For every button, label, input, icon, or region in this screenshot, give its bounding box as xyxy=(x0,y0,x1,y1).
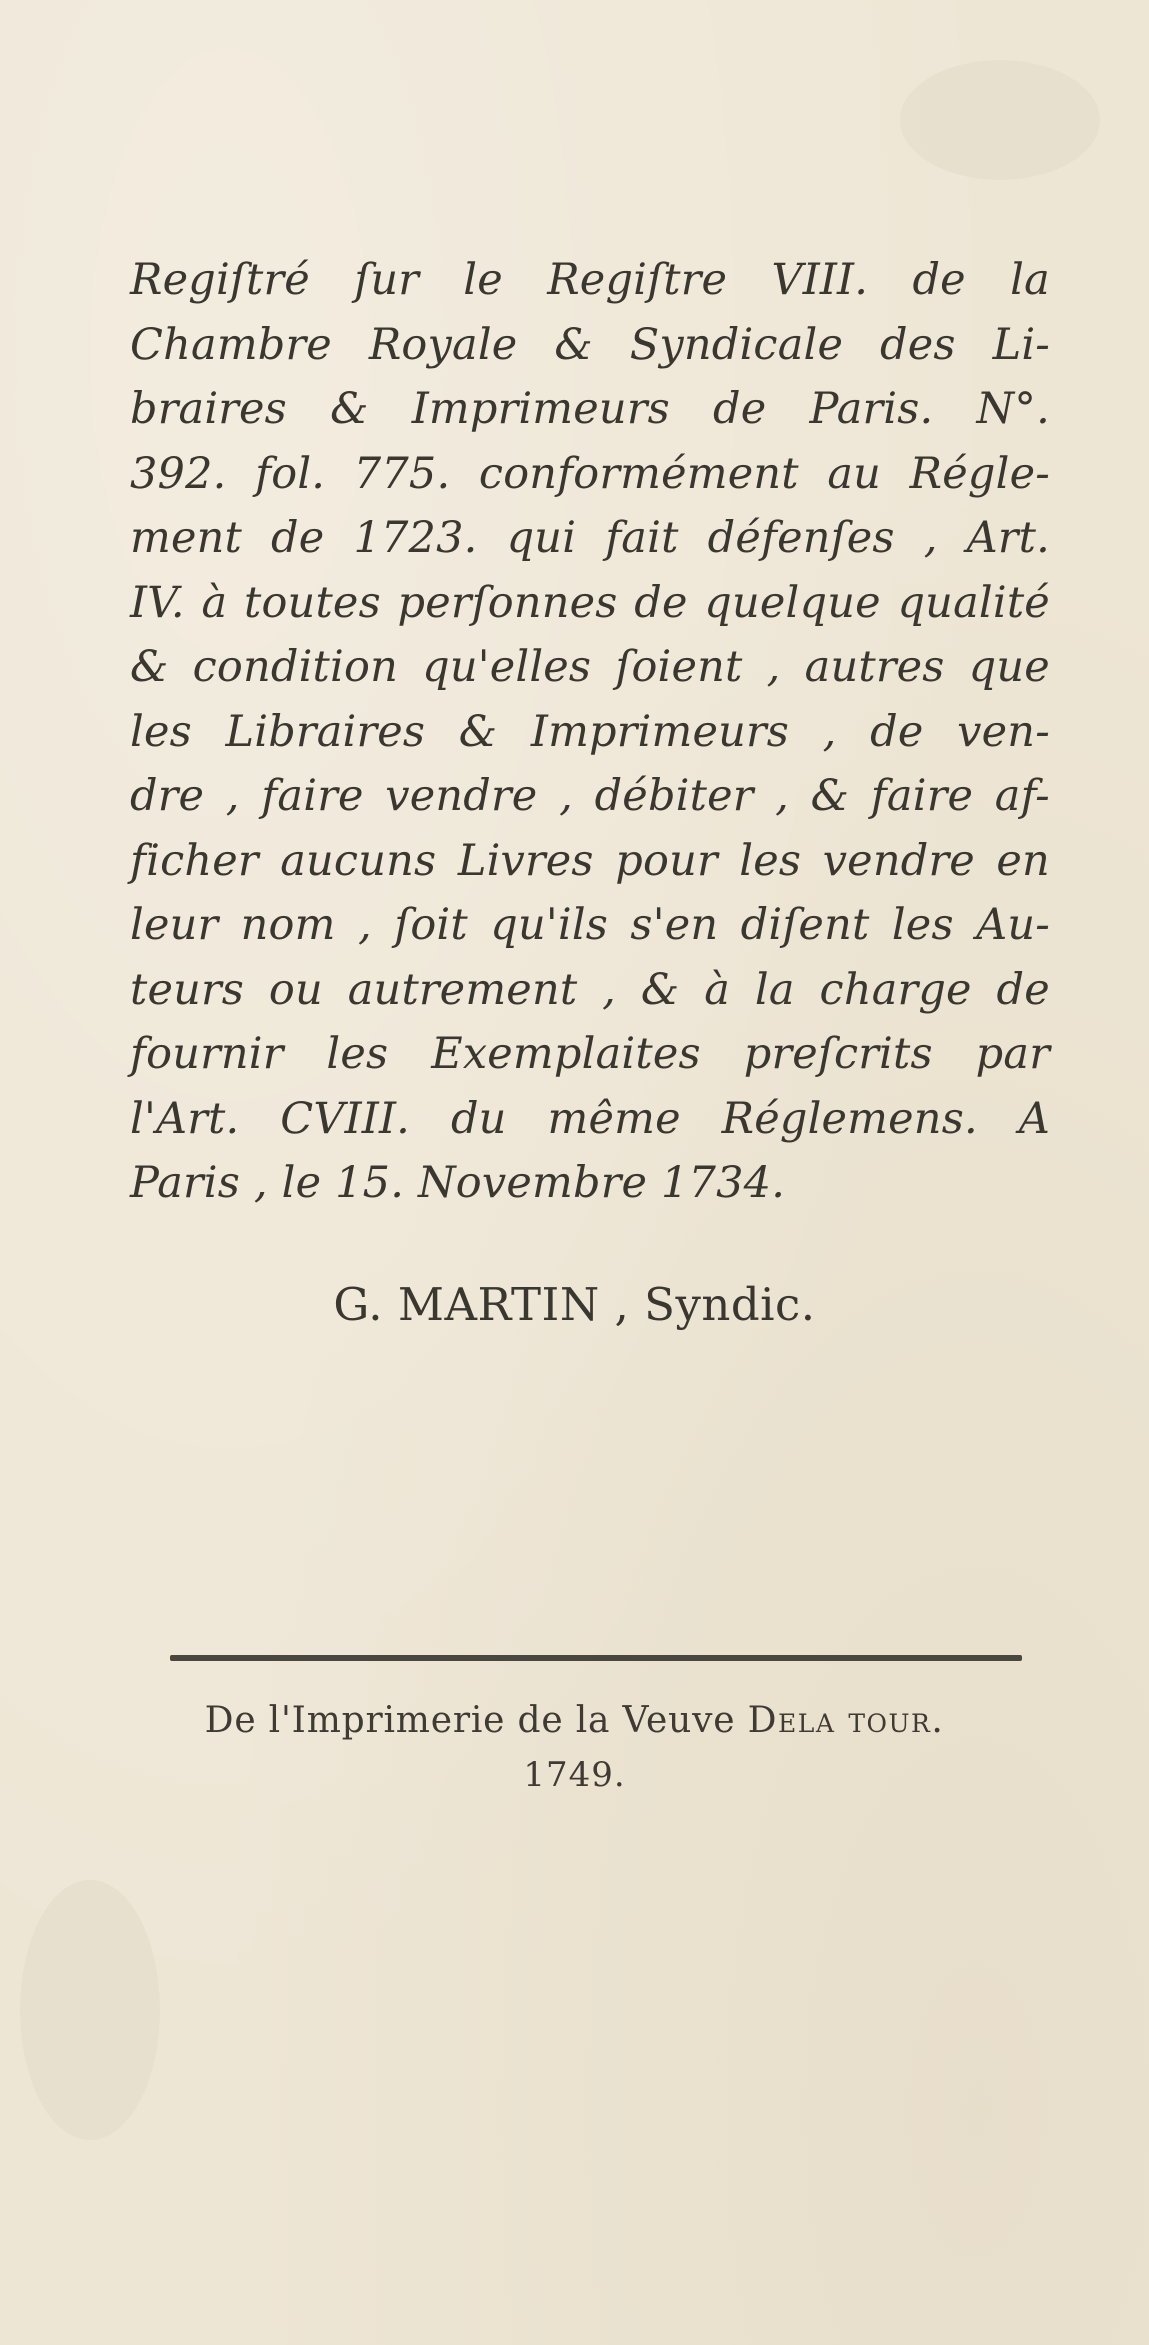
notice-word: VIII. xyxy=(771,255,869,305)
notice-word: quelque xyxy=(704,577,881,628)
notice-word: autres xyxy=(804,642,945,692)
notice-word: fait xyxy=(605,513,679,563)
notice-word: les xyxy=(130,706,192,757)
notice-word: IV. xyxy=(130,577,185,628)
notice-word: diſent xyxy=(740,900,870,950)
notice-word: condition xyxy=(192,642,398,692)
notice-word: la xyxy=(1010,255,1050,305)
notice-word: nom xyxy=(240,900,336,950)
notice-line xyxy=(130,442,1050,507)
notice-word: Syndicale xyxy=(629,319,844,370)
notice-word: de xyxy=(271,513,325,563)
notice-word: aucuns xyxy=(280,835,437,886)
notice-word: charge xyxy=(819,964,972,1015)
notice-word: débiter xyxy=(594,771,754,821)
notice-word: de xyxy=(912,255,966,305)
imprint-prefix: De l'Imprimerie de la Veuve xyxy=(204,1700,748,1741)
notice-word: fol. xyxy=(255,448,326,499)
notice-line xyxy=(130,313,1050,378)
notice-word: ſoit xyxy=(394,900,468,950)
notice-word: leur xyxy=(130,900,219,950)
notice-word: à xyxy=(704,964,731,1015)
notice-word: , xyxy=(357,900,372,950)
notice-word: ſoient xyxy=(615,642,743,692)
notice-word: & xyxy=(330,384,369,434)
notice-word: , xyxy=(822,706,837,757)
notice-word: que xyxy=(968,642,1050,692)
notice-word: 392. xyxy=(130,448,227,499)
divider-rule xyxy=(170,1655,1022,1661)
notice-word: vendre xyxy=(385,771,538,821)
notice-line xyxy=(130,377,1050,442)
notice-line xyxy=(130,1022,1050,1087)
notice-word: Regiſtre xyxy=(547,255,728,305)
notice-word: de xyxy=(996,964,1050,1015)
notice-line xyxy=(130,893,1050,958)
notice-word: fournir xyxy=(130,1029,284,1079)
notice-word: à xyxy=(201,577,228,628)
notice-word: Chambre xyxy=(130,319,332,370)
notice-word: Exemplaites xyxy=(431,1029,701,1079)
notice-word: conformément xyxy=(478,448,799,499)
notice-word: toutes xyxy=(243,577,381,628)
notice-word: , xyxy=(766,642,781,692)
notice-word: Régle- xyxy=(909,448,1050,499)
notice-word: par xyxy=(975,1029,1050,1079)
notice-word: A xyxy=(1018,1093,1050,1144)
notice-word: pour xyxy=(615,835,718,886)
notice-word: la xyxy=(754,964,795,1015)
notice-word: 1723. xyxy=(353,513,478,563)
notice-word: & xyxy=(640,964,680,1015)
notice-word: le xyxy=(463,255,503,305)
notice-word: N°. xyxy=(976,384,1050,434)
notice-line xyxy=(130,506,1050,571)
notice-word: ment xyxy=(130,513,242,563)
notice-line xyxy=(130,958,1050,1023)
notice-word: de xyxy=(870,706,924,757)
notice-word: , xyxy=(775,771,790,821)
notice-word: & xyxy=(130,642,169,692)
notice-line xyxy=(130,248,1050,313)
notice-word: s'en xyxy=(630,900,719,950)
notice-word: , xyxy=(923,513,938,563)
notice-line xyxy=(130,1087,1050,1152)
notice-word: autrement xyxy=(347,964,578,1015)
notice-word: vendre xyxy=(822,835,975,886)
notice-word: Li- xyxy=(992,319,1050,370)
notice-word: faire xyxy=(261,771,364,821)
notice-word: qu'elles xyxy=(422,642,592,692)
notice-word: preſcrits xyxy=(743,1029,933,1079)
notice-word: Au- xyxy=(976,900,1050,950)
notice-word: les xyxy=(739,835,802,886)
notice-word: , xyxy=(225,771,240,821)
notice-word: dre xyxy=(130,771,205,821)
notice-word: défenſes xyxy=(707,513,895,563)
notice-word: Imprimeurs xyxy=(411,384,670,434)
notice-word: & xyxy=(810,771,850,821)
notice-word: & xyxy=(554,319,593,370)
notice-line xyxy=(130,571,1050,636)
notice-line xyxy=(130,700,1050,765)
notice-word: perſonnes xyxy=(397,577,618,628)
notice-word: des xyxy=(880,319,956,370)
registration-notice xyxy=(130,248,1050,1216)
notice-word: de xyxy=(713,384,767,434)
notice-word: qui xyxy=(506,513,577,563)
notice-word: Regiſtré xyxy=(130,255,310,305)
notice-word: en xyxy=(996,835,1050,886)
paper-stain xyxy=(20,1880,160,2140)
notice-word: du xyxy=(450,1093,507,1144)
notice-word: Paris. xyxy=(809,384,934,434)
notice-word: Imprimeurs xyxy=(530,706,790,757)
syndic-signature: G. MARTIN , Syndic. xyxy=(333,1278,816,1331)
notice-word: ſur xyxy=(354,255,419,305)
notice-word: Libraires xyxy=(225,706,426,757)
notice-word: braires xyxy=(130,384,287,434)
notice-word: de xyxy=(634,577,688,628)
imprint-year: 1749. xyxy=(523,1755,626,1795)
notice-word: qu'ils xyxy=(490,900,609,950)
notice-word: af- xyxy=(994,771,1050,821)
notice-word: qualité xyxy=(897,577,1050,628)
printer-imprint xyxy=(0,1700,1149,1741)
notice-word: au xyxy=(827,448,882,499)
notice-word: 775. xyxy=(353,448,451,499)
notice-word: Art. xyxy=(966,513,1050,563)
notice-line-last: Paris , le 15. Novembre 1734. xyxy=(130,1158,786,1208)
notice-word: Réglemens. xyxy=(721,1093,978,1144)
notice-word: les xyxy=(326,1029,389,1079)
notice-word: les xyxy=(891,900,954,950)
notice-word: ven- xyxy=(957,706,1050,757)
notice-word: faire xyxy=(870,771,974,821)
notice-word: , xyxy=(559,771,573,821)
notice-word: teurs xyxy=(130,964,245,1015)
notice-word: ou xyxy=(268,964,323,1015)
notice-word: CVIII. xyxy=(280,1093,411,1144)
printer-name: Dela tour. xyxy=(747,1700,945,1741)
notice-word: l'Art. xyxy=(130,1093,240,1144)
notice-line xyxy=(130,635,1050,700)
notice-line xyxy=(130,829,1050,894)
notice-line xyxy=(130,764,1050,829)
notice-word: Royale xyxy=(368,319,518,370)
notice-word: même xyxy=(547,1093,681,1144)
notice-word: ficher xyxy=(130,835,259,886)
notice-word: , xyxy=(602,964,617,1015)
notice-word: & xyxy=(458,706,498,757)
notice-word: Livres xyxy=(457,835,594,886)
paper-stain xyxy=(900,60,1100,180)
